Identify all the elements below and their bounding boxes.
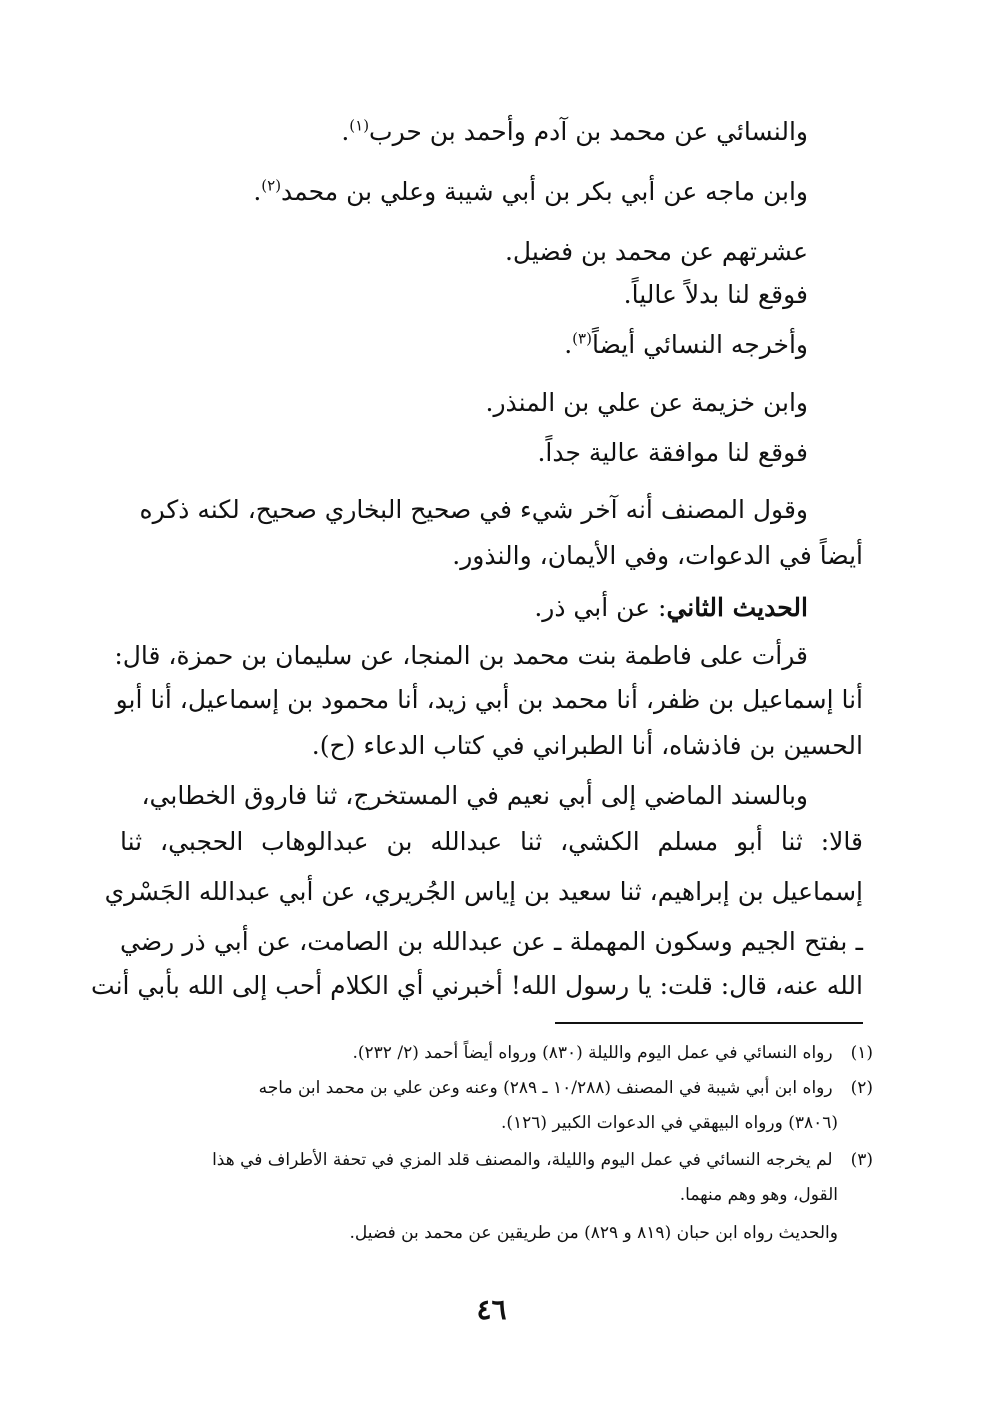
text-line: ـ بفتح الجيم وسكون المهملة ـ عن عبدالله بن الصامت، عن أبي ذر رضي [120,927,863,956]
text-line: الحسين بن فاذشاه، أنا الطبراني في كتاب الدعاء (ح). [311,731,863,760]
footnote-3: (٣) لم يخرجه النسائي في عمل اليوم والليلة، والمصنف قلد المزي في تحفة الأطراف في هذا [212,1145,873,1175]
section-heading-line: الحديث الثاني: عن أبي ذر. [534,593,808,622]
hadith-heading: الحديث الثاني [666,593,808,622]
footnote-number: (٣) [850,1150,873,1170]
footnote-number: (٢) [850,1078,873,1098]
text-line: فوقع لنا موافقة عالية جداً. [537,438,808,467]
text-line: وابن ماجه عن أبي بكر بن أبي شيبة وعلي بن محمد$^{(٢)}$. [253,176,808,206]
text-line: إسماعيل بن إبراهيم، ثنا سعيد بن إياس الجُريري، عن أبي عبدالله الجَسْري [104,877,863,906]
text-line: وابن خزيمة عن علي بن المنذر. [485,388,808,417]
text-line: وأخرجه النسائي أيضاً$^{(٣)}$. [564,329,808,359]
footnote-ref[interactable]: (١) [349,116,370,135]
footnote-separator [555,1022,863,1024]
footnote-3-cont: القول، وهو وهم منهما. [679,1185,838,1205]
page-number: ٤٦ [476,1293,507,1326]
text-line: عشرتهم عن محمد بن فضيل. [504,237,808,266]
text-line: أنا إسماعيل بن ظفر، أنا محمد بن أبي زيد، أنا محمود بن إسماعيل، أنا أبو [115,685,863,714]
text-line: أيضاً في الدعوات، وفي الأيمان، والنذور. [452,541,863,570]
text-line: الله عنه، قال: قلت: يا رسول الله! أخبرني أي الكلام أحب إلى الله بأبي أنت [91,971,863,1000]
text-line: والنسائي عن محمد بن آدم وأحمد بن حرب$^{(١)}$. [341,116,808,146]
footnote-2: (٢) رواه ابن أبي شيبة في المصنف (١٠/٢٨٨ ـ ٢٨٩) وعنه وعن علي بن محمد ابن ماجه [259,1073,873,1103]
text-line: فوقع لنا بدلاً عالياً. [623,280,808,309]
footnote-ref[interactable]: (٢) [261,176,282,195]
text-line: وقول المصنف أنه آخر شيء في صحيح البخاري صحيح، لكنه ذكره [139,495,808,524]
text-line: قرأت على فاطمة بنت محمد بن المنجا، عن سليمان بن حمزة، قال: [114,641,808,670]
text-line: قالا: ثنا أبو مسلم الكشي، ثنا عبدالله بن عبدالوهاب الحجبي، ثنا [120,827,863,856]
footnote-1: (١) رواه النسائي في عمل اليوم والليلة (٨٣٠) ورواه أيضاً أحمد (٢/ ٢٣٢). [352,1038,873,1068]
footnote-ref[interactable]: (٣) [572,329,592,348]
footnote-2-cont: (٣٨٠٦) ورواه البيهقي في الدعوات الكبير (١٢٦). [500,1113,838,1133]
footnote-note: والحديث رواه ابن حبان (٨١٩ و ٨٢٩) من طريقين عن محمد بن فضيل. [349,1223,838,1243]
footnote-number: (١) [850,1043,873,1063]
text-line: وبالسند الماضي إلى أبي نعيم في المستخرج، ثنا فاروق الخطابي، [141,781,808,810]
